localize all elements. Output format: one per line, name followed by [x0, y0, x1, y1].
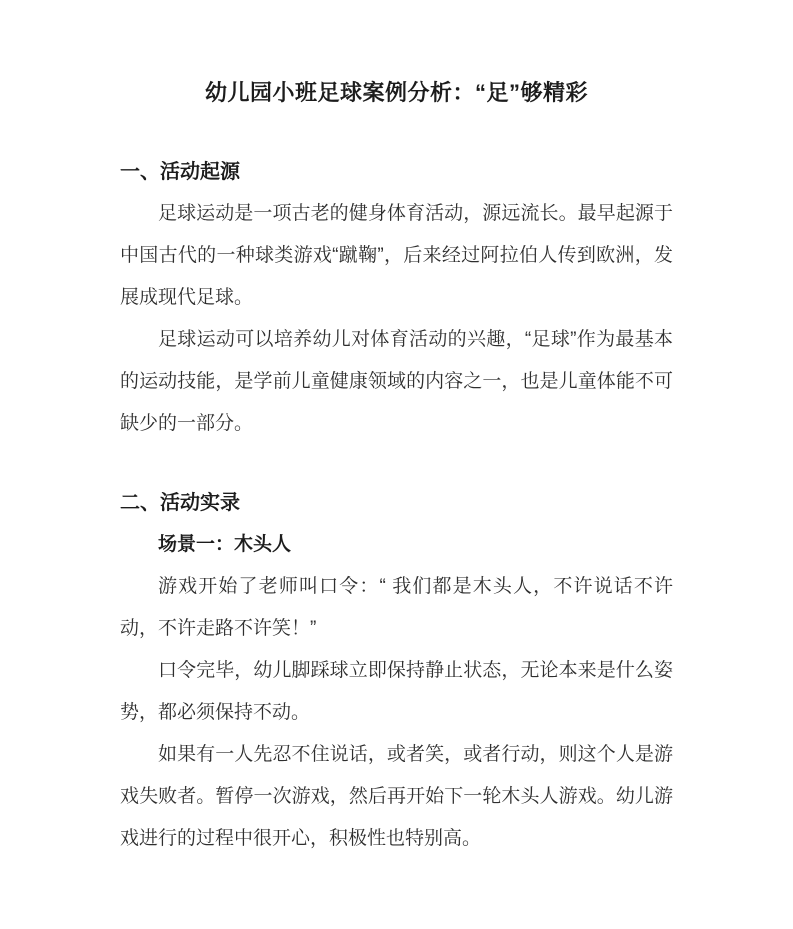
document-title: 幼儿园小班足球案例分析：“足”够精彩 [204, 80, 588, 105]
section-heading-record: 二、活动实录 [120, 492, 240, 514]
paragraph-scene-3: 如果有一人先忍不住说话，或者笑，或者行动，则这个人是游戏失败者。暂停一次游戏，然后再开始下一轮木头人游戏。幼儿游戏进行的过程中很开心，积极性也特别高。 [120, 744, 673, 849]
paragraph-scene-1: 游戏开始了老师叫口令：“ 我们都是木头人，不许说话不许动，不许走路不许笑！” [120, 576, 673, 639]
paragraph-scene-2: 口令完毕，幼儿脚踩球立即保持静止状态，无论本来是什么姿势，都必须保持不动。 [120, 660, 673, 723]
paragraph-origin-2: 足球运动可以培养幼儿对体育活动的兴趣，“足球”作为最基本的运动技能，是学前儿童健康领域的内容之一，也是儿童体能不可缺少的一部分。 [120, 329, 673, 434]
scene-subheading: 场景一：木头人 [158, 534, 292, 555]
section-heading-origin: 一、活动起源 [120, 161, 240, 183]
paragraph-origin-1: 足球运动是一项古老的健身体育活动，源远流长。最早起源于中国古代的一种球类游戏“蹴鞠”，后来经过阿拉伯人传到欧洲，发展成现代足球。 [120, 203, 673, 308]
